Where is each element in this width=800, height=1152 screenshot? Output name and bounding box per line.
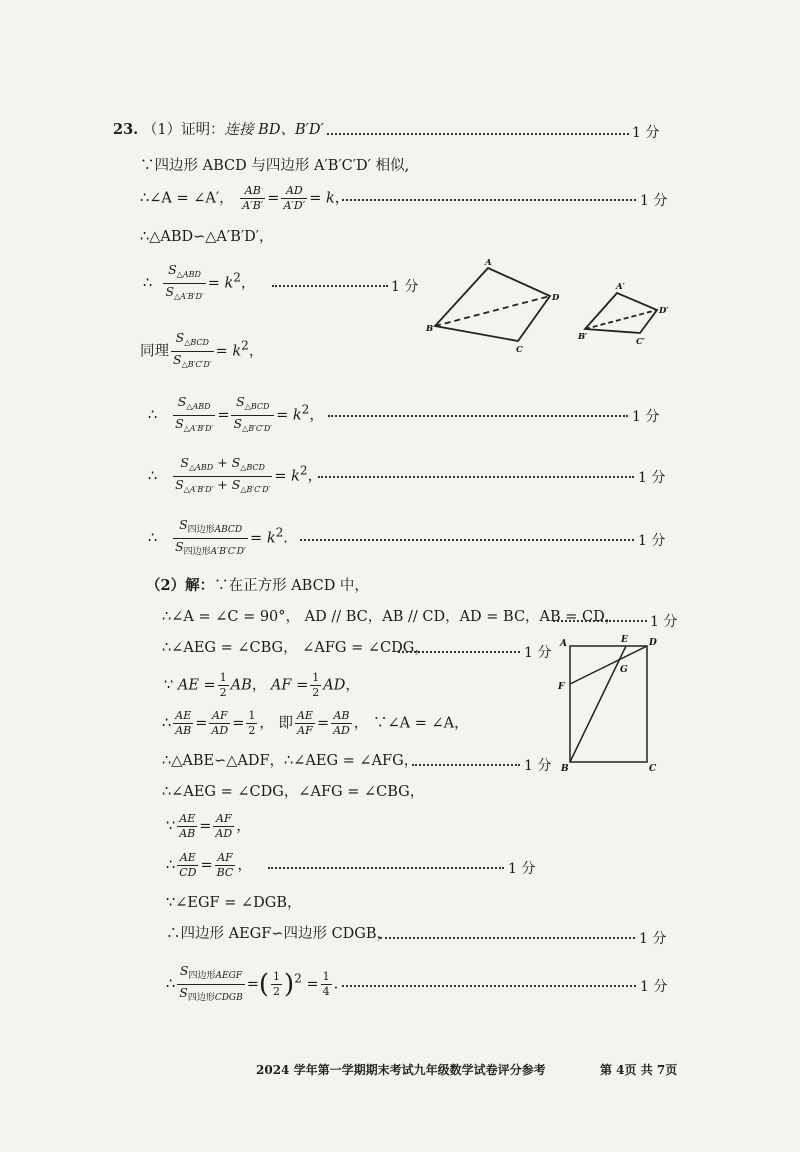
score-mark: 1 分 [639,931,667,947]
score-mark: 1 分 [640,979,668,995]
fraction: $\frac{AE}{CD}$ [179,851,197,879]
problem-number: 23. [113,121,139,138]
part2-line10: ∴四边形 AEGF∽四边形 CDGB， [166,926,392,942]
point-d-label: D [649,638,657,648]
fraction: $\frac{S_{四边形AEGF}}{S_{四边形CDGB}}$ [179,963,243,1003]
footer-title: 2024 学年第一学期期末考试九年级数学试卷评分参考 [256,1063,546,1077]
fraction: $\frac{AB}{AD}$ [333,709,350,737]
leader-dots [553,620,647,622]
leader-dots [342,199,636,201]
point-c-label: C [649,764,657,774]
point-b-label: B [561,764,569,774]
fraction: $\frac{AE}{AB}$ [179,812,196,840]
segment-fd [570,646,647,684]
fraction: $\frac{S_{\triangle ABD}}{S_{\triangle A'B'D'}}$ [175,394,214,433]
fraction: $\frac{AF}{AD}$ [215,812,233,840]
leader-dots [272,285,388,287]
namely-label: 即 [278,715,293,732]
fraction: $\frac{AE}{AB}$ [175,709,192,737]
part1-line6: 同理 $\frac{S_{\triangle BCD}}{S_{\triangle B'C'D'}}$ = $k^2$， [140,330,263,373]
part2-line1: ∴∠A = ∠C = 90°， AD // BC，AB // CD，AD = BC，AB = CD， [162,609,620,625]
fraction: $\frac{S_{\triangle BCD}}{S_{\triangle B'C'D'}}$ [173,330,212,369]
fraction: $\frac{S_{四边形ABCD}}{S_{四边形A'B'C'D'}}$ [175,517,247,557]
part2-line8: ∴ $\frac{AE}{CD}$ = $\frac{AF}{BC}$ ， [166,851,252,879]
similar-quadrilaterals-figure [420,255,680,360]
score-mark: 1 分 [524,758,552,774]
leader-dots [412,764,520,766]
leader-dots [268,867,504,869]
point-e-label: E [621,635,628,645]
problem-23-header [113,121,324,139]
part1-line3: ∴∠A = ∠A′， $\frac{AB}{A'B'}$ = $\frac{AD}{A'D'}$ = k， [140,184,350,212]
leader-dots [318,476,634,478]
therefore-symbol: ∴ [143,275,153,292]
part1-line4: ∴△ABD∽△A′B′D′， [140,229,274,245]
fraction: $\frac{1}{2}$ [312,671,320,699]
part2-line3: ∵ AE = $\frac{1}{2}$ AB， AF = $\frac{1}{2}$ AD， [164,671,360,699]
part2-header [146,577,369,595]
score-mark: 1 分 [650,614,678,630]
point-f-label: F [558,682,565,692]
because-symbol: ∵ [164,677,174,694]
score-mark: 1 分 [632,125,660,141]
therefore-symbol: ∴ [148,468,158,485]
fraction: $\frac{S_{\triangle ABD}}{S_{\triangle A'B'D'}}$ [165,262,204,301]
leader-dots [342,985,636,987]
point-a-label: A [560,639,567,649]
quadrilateral-abcd [435,268,550,341]
leader-dots [398,651,520,653]
score-mark: 1 分 [508,861,536,877]
fraction: $\frac{AF}{AD}$ [211,709,229,737]
fraction: $\frac{S_{\triangle BCD}}{S_{\triangle B'C'D'}}$ [233,394,273,433]
leader-dots [300,539,634,541]
part2-line4: ∴ $\frac{AE}{AB}$ = $\frac{AF}{AD}$ = $\frac{1}{2}$ ， 即 $\frac{AE}{AF}$ = $\frac{AB}{AD}$ ， ∵∠A = ∠A， [162,709,469,737]
part2-intro: ∵在正方形 ABCD 中， [214,578,369,594]
part1-line3-prefix: ∴∠A = ∠A′， [140,190,234,207]
point-c-label: C [516,345,523,355]
point-g-label: G [620,665,628,675]
part2-line9: ∵∠EGF = ∠DGB， [166,895,302,911]
point-b-label: B [426,324,434,334]
square-abcd-figure [550,630,665,775]
point-a-prime-label: A′ [616,282,625,292]
fraction: $\frac{AE}{AF}$ [296,709,313,737]
fraction: $\frac{S_{\triangle ABD} + S_{\triangle BCD}}{S_{\triangle A'B'D'} + S_{\triangle B'C'D'}}$ [175,455,271,494]
therefore-symbol: ∴ [148,407,158,424]
fraction: $\frac{1}{4}$ [322,970,330,998]
score-mark: 1 分 [638,470,666,486]
score-mark: 1 分 [524,645,552,661]
same-reason-label: 同理 [140,343,169,360]
part2-line2: ∴∠AEG = ∠CBG， ∠AFG = ∠CDG， [162,640,429,656]
fraction: $\frac{1}{2}$ [273,970,281,998]
part1-line7: ∴ $\frac{S_{\triangle ABD}}{S_{\triangle A'B'D'}}$ = $\frac{S_{\triangle BCD}}{S_{\triangle B'C'D'}}$ = $k^2$， [148,394,324,437]
because-angle-text: ∵∠A = ∠A， [372,715,469,732]
part1-line2: ∵四边形 ABCD 与四边形 A′B′C′D′ 相似, [140,158,410,174]
part2-line6: ∴∠AEG = ∠CDG，∠AFG = ∠CBG， [162,784,425,800]
point-a-label: A [485,258,492,268]
part2-line7: ∵ $\frac{AE}{AB}$ = $\frac{AF}{AD}$ ， [166,812,251,840]
fraction: $\frac{1}{2}$ [248,709,256,737]
part1-label: （1）证明： [142,122,225,138]
point-b-prime-label: B′ [578,332,588,342]
score-mark: 1 分 [632,409,660,425]
leader-dots [380,937,635,939]
point-c-prime-label: C′ [636,337,646,347]
part1-line1: 连接 BD、B′D′ [224,122,324,138]
leader-dots [328,415,628,417]
part2-label: （2）解： [146,577,215,594]
score-mark: 1 分 [638,533,666,549]
fraction: $\frac{AB}{A'B'}$ [242,184,264,212]
part1-line5: ∴ $\frac{S_{\triangle ABD}}{S_{\triangle A'B'D'}}$ = $k^2$， [143,262,255,305]
fraction: $\frac{1}{2}$ [219,671,227,699]
part1-line8: ∴ $\frac{S_{\triangle ABD} + S_{\triangle BCD}}{S_{\triangle A'B'D'} + S_{\triangle B'C'D'}}$ = $k^2$， [148,455,322,498]
point-d-prime-label: D′ [659,306,669,316]
fraction: $\frac{AF}{BC}$ [216,851,234,879]
segment-be [570,646,626,762]
diagonal-bd-prime [585,310,657,329]
score-mark: 1 分 [640,193,668,209]
part2-line11: ∴ $\frac{S_{四边形AEGF}}{S_{四边形CDGB}}$ =( $\frac{1}{2}$ )$^2$ = $\frac{1}{4}$ . [166,963,338,1006]
leader-dots [327,133,629,135]
part2-line5: ∴△ABE∽△ADF，∴∠AEG = ∠AFG， [162,753,419,769]
part1-line9: ∴ $\frac{S_{四边形ABCD}}{S_{四边形A'B'C'D'}}$ = $k^2$. [148,517,288,560]
fraction: $\frac{AD}{A'D'}$ [283,184,306,212]
score-mark: 1 分 [391,279,419,295]
point-d-label: D [552,293,560,303]
square-abcd [570,646,647,762]
footer-page-number: 第 4页 共 7页 [600,1063,678,1077]
therefore-symbol: ∴ [148,530,158,547]
